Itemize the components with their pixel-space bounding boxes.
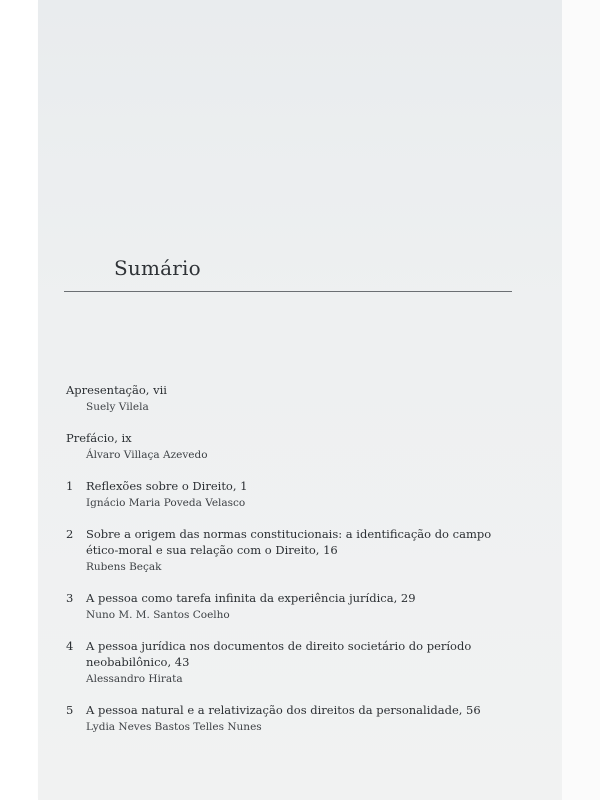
toc-entry-author: Lydia Neves Bastos Telles Nunes (86, 721, 262, 733)
toc-entry-number: 3 (66, 591, 74, 605)
toc-entry-title: A pessoa como tarefa infinita da experiência jurídica, 29 (86, 591, 416, 605)
toc-entry-author: Álvaro Villaça Azevedo (86, 449, 208, 461)
toc-entry-author: Nuno M. M. Santos Coelho (86, 609, 230, 621)
toc-entry-chapter-3 (66, 590, 506, 623)
toc-entry-number: 5 (66, 703, 74, 717)
toc-entry-author: Ignácio Maria Poveda Velasco (86, 497, 246, 509)
toc-entry-number: 2 (66, 527, 74, 541)
toc-entry-prefacio (66, 430, 506, 463)
toc-entry-number: 4 (66, 639, 74, 653)
toc-entry-title: A pessoa jurídica nos documentos de direito societário do período neobabilônico, 43 (86, 639, 472, 669)
toc-entry-author: Rubens Beçak (86, 561, 162, 573)
table-of-contents (66, 382, 506, 750)
page-title: Sumário (114, 256, 201, 280)
toc-entry-title: Apresentação, vii (66, 383, 167, 397)
toc-entry-chapter-4 (66, 638, 506, 687)
toc-entry-author: Alessandro Hirata (86, 673, 183, 685)
toc-entry-chapter-2 (66, 526, 506, 575)
toc-entry-chapter-5 (66, 702, 506, 735)
toc-entry-title: Reflexões sobre o Direito, 1 (86, 479, 248, 493)
page-edge (562, 0, 600, 800)
toc-entry-title: A pessoa natural e a relativização dos direitos da personalidade, 56 (86, 703, 481, 717)
title-divider (64, 291, 512, 292)
toc-entry-apresentacao (66, 382, 506, 415)
toc-entry-number: 1 (66, 479, 74, 493)
toc-entry-chapter-1 (66, 478, 506, 511)
toc-entry-title: Prefácio, ix (66, 431, 132, 445)
toc-entry-author: Suely Vilela (86, 401, 149, 413)
toc-entry-title: Sobre a origem das normas constitucionais: a identificação do campo ético-moral e sua relação com o Direito, 16 (86, 527, 492, 557)
